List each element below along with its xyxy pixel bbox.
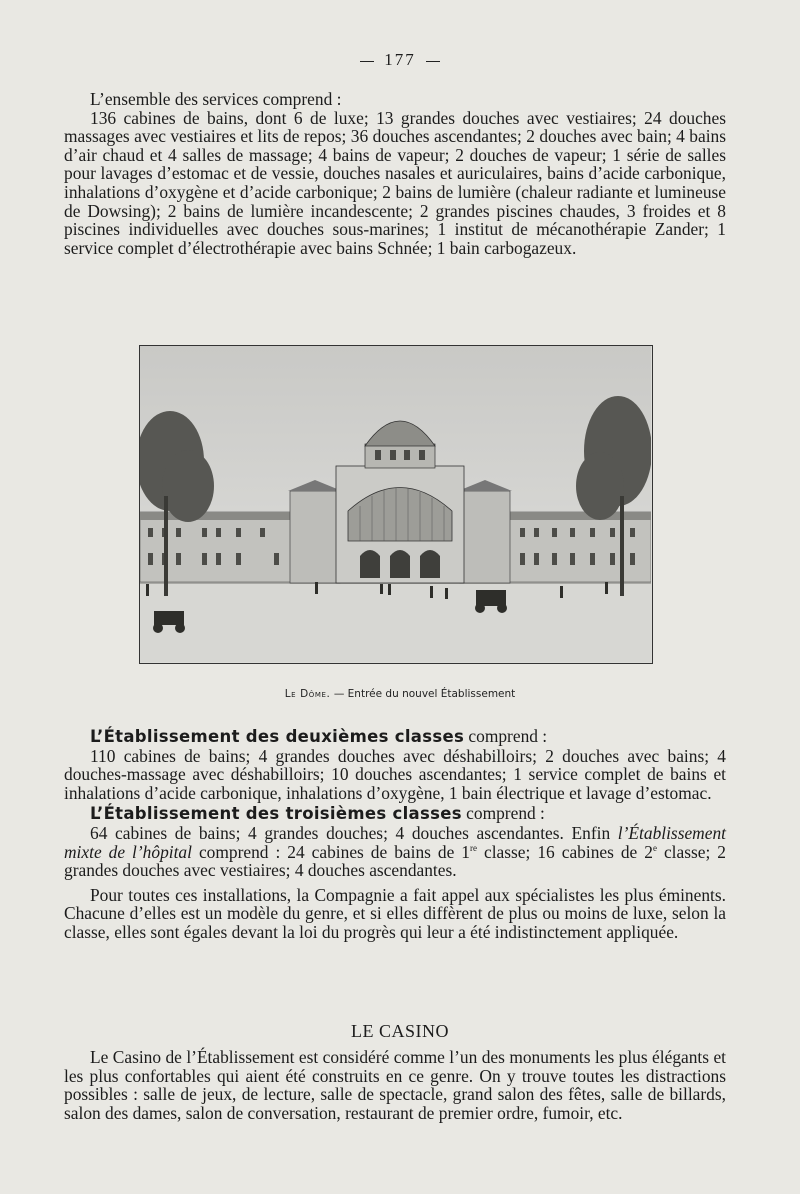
third-class-body: [64, 824, 726, 880]
third-class-body-end: classe; 2 grandes douches avec vestiaires; 4 douches ascendantes.: [64, 841, 726, 881]
hospital-mixed-name: l’Établissement mixte de l’hôpital: [64, 822, 726, 862]
intro-section: [64, 90, 726, 257]
page-number-dash-right: [426, 61, 440, 62]
superscript-e: e: [652, 842, 657, 853]
third-class-body-start: 64 cabines de bains; 4 grandes douches; 4 douches ascendantes. Enfin: [90, 822, 618, 843]
intro-lead: L’ensemble des services comprend :: [90, 89, 342, 109]
third-class-heading-text: L’Établissement des troisièmes classes: [90, 804, 462, 824]
building-engraving: [140, 346, 651, 662]
second-class-heading-tail: comprend :: [464, 726, 548, 746]
third-class-body-mid: comprend : 24 cabines de bains de 1: [191, 841, 471, 862]
casino-title: LE CASINO: [351, 1021, 449, 1041]
intro-body: 136 cabines de bains, dont 6 de luxe; 13 grandes douches avec vestiaires; 24 douches massages avec vestiaires et lits de repos; 36 douches ascendantes; 2 douches avec bain; 4 bains d’air chaud et 4 salles de massage; 4 bains de vapeur; 2 douches de vapeur; 1 série de salles pour lavages d’estomac et de vessie, douches nasales et auriculaires, bains d’acide carbonique, inhalations d’oxygène et d’acide carbonique; 2 bains de lumière (chaleur radiante et lumineuse de Dowsing); 2 bains de lumière incandescente; 2 grandes piscines chaudes, 3 froides et 8 piscines individuelles avec douches sous-marines; 1 institut de mécanothérapie Zander; 1 service complet d’électrothérapie avec bains Schnée; 1 bain carbogazeux.: [64, 107, 726, 258]
third-class-heading: [64, 804, 726, 824]
casino-body: Le Casino de l’Établissement est considéré comme l’un des monuments les plus élégants et les plus confortables qui aient été construits en ce genre. On y trouve toutes les distractions possibles : salle de jeux, de lecture, salle de spectacle, grand salon des fêtes, salle de billards, salon des dames, salon de conversation, restaurant de premier ordre, fumoir, etc.: [64, 1047, 726, 1123]
page-number-dash-left: [360, 61, 374, 62]
dome-illustration: [139, 345, 653, 664]
casino-section: [64, 1048, 726, 1122]
page-number: [0, 50, 800, 70]
second-class-body: 110 cabines de bains; 4 grandes douches avec déshabilloirs; 2 douches avec bains; 4 douches-massage avec déshabilloirs; 10 douches ascendantes; 1 service complet de bains et inhalations d’acide carbonique, inhalations d’oxygène, 1 bain électrique et lavage d’estomac.: [64, 745, 726, 803]
figure-caption: [0, 688, 800, 700]
second-class-heading-text: L’Établissement des deuxièmes classes: [90, 727, 465, 746]
closing-paragraph: Pour toutes ces installations, la Compagnie a fait appel aux spécialistes les plus éminents. Chacune d’elles est un modèle du genre, et si elles diffèrent de plus ou moins de luxe, selon la classe, elles sont égales devant la loi du progrès qui leur a été indistinctement appliquée.: [64, 884, 726, 942]
third-class-body-mid2: classe; 16 cabines de 2: [477, 841, 653, 862]
second-class-heading: [64, 727, 726, 747]
caption-text: — Entrée du nouvel Établissement: [330, 688, 516, 700]
superscript-re: re: [470, 842, 478, 853]
caption-title: Le Dôme.: [284, 688, 331, 700]
second-class-section: [64, 727, 726, 942]
third-class-heading-tail: comprend :: [461, 803, 545, 824]
page-number-value: 177: [384, 50, 416, 69]
